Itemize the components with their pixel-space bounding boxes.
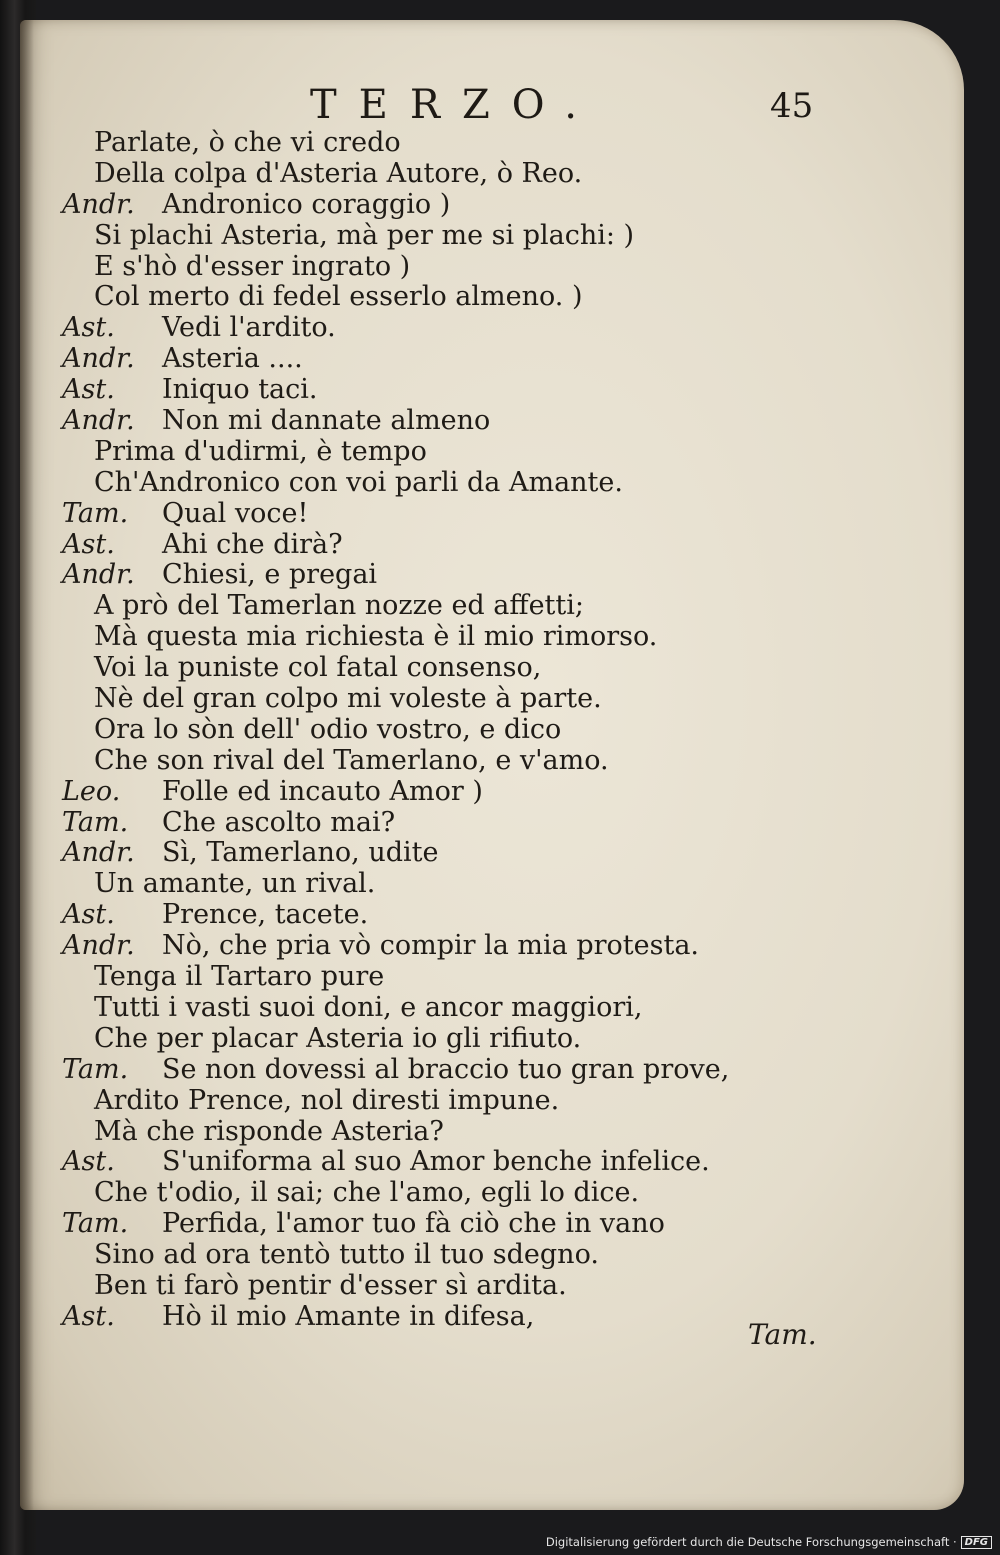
text-line: [62, 252, 782, 283]
text-line: [62, 1055, 782, 1086]
line-text: Non mi dannate almeno: [162, 405, 491, 437]
line-text: Ora lo sòn dell' odio vostro, e dico: [94, 713, 562, 745]
text-line: [62, 962, 782, 993]
speaker-label: Ast.: [62, 312, 115, 344]
text-line: [62, 684, 782, 715]
speaker-label: Andr.: [62, 837, 135, 869]
speaker-label: Ast.: [62, 899, 115, 931]
catchword: Tam.: [748, 1318, 817, 1351]
text-line: [62, 1178, 782, 1209]
line-text: Prence, tacete.: [162, 899, 369, 931]
line-text: Perfida, l'amor tuo fà ciò che in vano: [162, 1208, 665, 1240]
speaker-label: Tam.: [62, 497, 129, 529]
text-line: [62, 530, 782, 561]
line-text: Un amante, un rival.: [94, 868, 376, 900]
text-line: [62, 1271, 782, 1302]
text-line: [62, 993, 782, 1024]
text-line: [62, 406, 782, 437]
line-text: Se non dovessi al braccio tuo gran prove,: [162, 1053, 730, 1085]
speaker-label: Ast.: [62, 1146, 115, 1178]
text-line: [62, 437, 782, 468]
line-text: A prò del Tamerlan nozze ed affetti;: [94, 590, 584, 622]
line-text: Ben ti farò pentir d'esser sì ardita.: [94, 1269, 567, 1301]
text-line: [62, 777, 782, 808]
line-text: Della colpa d'Asteria Autore, ò Reo.: [94, 157, 583, 189]
line-text: Ch'Andronico con voi parli da Amante.: [94, 466, 623, 498]
line-text: Chiesi, e pregai: [162, 559, 378, 591]
text-line: [62, 1024, 782, 1055]
speaker-label: Andr.: [62, 405, 135, 437]
line-text: Voi la puniste col fatal consenso,: [94, 652, 542, 684]
line-text: Andronico coraggio ): [162, 188, 451, 220]
speaker-label: Andr.: [62, 188, 135, 220]
text-line: [62, 1240, 782, 1271]
line-text: Hò il mio Amante in difesa,: [162, 1300, 535, 1332]
text-line: [62, 1302, 782, 1333]
line-text: Ahi che dirà?: [162, 528, 343, 560]
text-line: [62, 1086, 782, 1117]
speaker-label: Ast.: [62, 528, 115, 560]
line-text: Ardito Prence, nol diresti impune.: [94, 1084, 560, 1116]
text-line: [62, 190, 782, 221]
text-line: [62, 900, 782, 931]
line-text: Che t'odio, il sai; che l'amo, egli lo dice.: [94, 1177, 640, 1209]
line-text: Qual voce!: [162, 497, 309, 529]
line-text: Nò, che pria vò compir la mia protesta.: [162, 930, 699, 962]
line-text: S'uniforma al suo Amor benche infelice.: [162, 1146, 710, 1178]
speaker-label: Ast.: [62, 374, 115, 406]
text-line: [62, 591, 782, 622]
line-text: Mà questa mia richiesta è il mio rimorso.: [94, 621, 658, 653]
text-line: [62, 653, 782, 684]
text-line: [62, 560, 782, 591]
line-text: Mà che risponde Asteria?: [94, 1115, 444, 1147]
page-number: 45: [770, 86, 814, 126]
text-line: [62, 808, 782, 839]
line-text: Prima d'udirmi, è tempo: [94, 435, 427, 467]
line-text: Folle ed incauto Amor ): [162, 775, 483, 807]
line-text: E s'hò d'esser ingrato ): [94, 250, 411, 282]
text-line: [62, 313, 782, 344]
credit-text: Digitalisierung gefördert durch die Deutsche Forschungsgemeinschaft ·: [545, 1535, 957, 1549]
running-title: TERZO.: [310, 82, 599, 128]
text-line: [62, 1117, 782, 1148]
speaker-label: Andr.: [62, 559, 135, 591]
text-line: [62, 221, 782, 252]
text-line: [62, 344, 782, 375]
text-line: [62, 931, 782, 962]
speaker-label: Tam.: [62, 806, 129, 838]
dfg-logo-icon: DFG: [961, 1536, 992, 1549]
speaker-label: Andr.: [62, 930, 135, 962]
speaker-label: Ast.: [62, 1300, 115, 1332]
line-text: Si plachi Asteria, mà per me si plachi: ): [94, 219, 635, 251]
text-line: [62, 746, 782, 777]
text-line: [62, 282, 782, 313]
line-text: Sino ad ora tentò tutto il tuo sdegno.: [94, 1239, 599, 1271]
speaker-label: Leo.: [62, 775, 121, 807]
digitization-credit: [546, 1535, 992, 1549]
text-line: [62, 869, 782, 900]
speaker-label: Andr.: [62, 343, 135, 375]
page-header: [0, 82, 1000, 132]
line-text: Asteria ....: [162, 343, 303, 375]
line-text: Vedi l'ardito.: [162, 312, 336, 344]
text-line: [62, 715, 782, 746]
line-text: Tenga il Tartaro pure: [94, 961, 385, 993]
line-text: Sì, Tamerlano, udite: [162, 837, 439, 869]
text-line: [62, 128, 782, 159]
speaker-label: Tam.: [62, 1053, 129, 1085]
line-text: Tutti i vasti suoi doni, e ancor maggiori,: [94, 991, 643, 1023]
libretto-text: [62, 128, 782, 1333]
line-text: Iniquo taci.: [162, 374, 318, 406]
line-text: Che per placar Asteria io gli rifiuto.: [94, 1022, 582, 1054]
line-text: Nè del gran colpo mi voleste à parte.: [94, 683, 602, 715]
line-text: Che son rival del Tamerlano, e v'amo.: [94, 744, 609, 776]
line-text: Parlate, ò che vi credo: [94, 127, 401, 158]
text-line: [62, 622, 782, 653]
text-line: [62, 1147, 782, 1178]
speaker-label: Tam.: [62, 1208, 129, 1240]
line-text: Col merto di fedel esserlo almeno. ): [94, 281, 583, 313]
text-line: [62, 499, 782, 530]
text-line: [62, 159, 782, 190]
text-line: [62, 838, 782, 869]
text-line: [62, 468, 782, 499]
line-text: Che ascolto mai?: [162, 806, 396, 838]
text-line: [62, 375, 782, 406]
page-gutter-shadow: [20, 20, 34, 1510]
text-line: [62, 1209, 782, 1240]
